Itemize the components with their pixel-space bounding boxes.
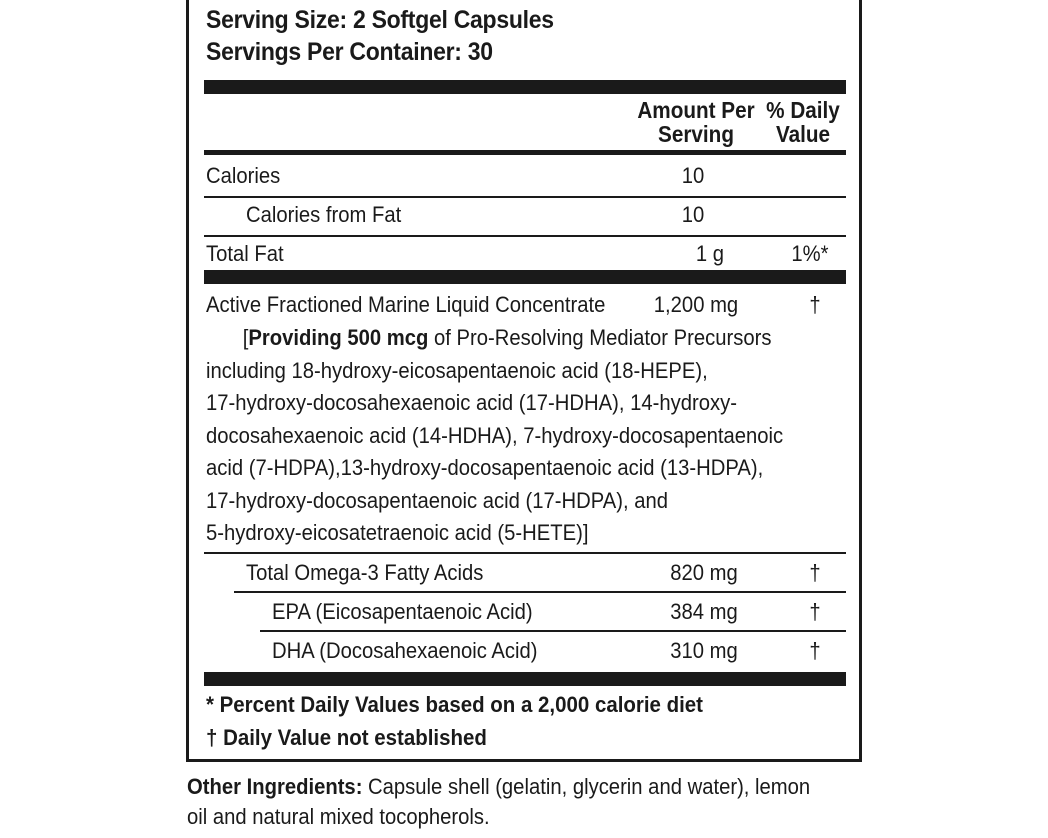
amount-header-line1: Amount Per (637, 97, 755, 123)
row-marine-dv: † (809, 292, 821, 317)
row-epa-name: EPA (Eicosapentaenoic Acid) (272, 599, 533, 624)
amount-header-line2: Serving (658, 121, 734, 147)
providing-line: including 18-hydroxy-eicosapentaenoic acid (18-HEPE), (206, 357, 708, 383)
providing-line: acid (7-HDPA),13-hydroxy-docosapentaenoic acid (13-HDPA), (206, 455, 764, 480)
dv-header-line2: Value (775, 121, 831, 147)
row-calories-amount: 10 (681, 163, 705, 188)
other-ingredients-text: Capsule shell (gelatin, glycerin and water), lemon (362, 774, 811, 799)
row-marine-amount: 1,200 mg (653, 292, 739, 317)
providing-line-first (206, 322, 776, 355)
other-ingredients (187, 772, 810, 832)
header-divider (204, 150, 846, 155)
open-bracket: [ (242, 325, 249, 350)
footnote-dagger: † Daily Value not established (206, 725, 487, 750)
row-omega3-name: Total Omega-3 Fatty Acids (246, 560, 484, 585)
providing-line: 5-hydroxy-eicosatetraenoic acid (5-HETE)] (206, 520, 589, 545)
serving-size: Serving Size: 2 Softgel Capsules (206, 6, 554, 34)
thick-divider-top (204, 80, 846, 94)
row-calories-fat-amount: 10 (681, 202, 705, 227)
row-divider (204, 196, 846, 198)
other-ingredients-line: oil and natural mixed tocopherols. (187, 804, 490, 829)
providing-description (206, 322, 784, 550)
amount-per-serving-header (633, 98, 759, 146)
other-ingredients-label: Other Ingredients: (187, 774, 363, 799)
providing-line: 17-hydroxy-docosapentaenoic acid (17-HDPA), and (206, 487, 669, 513)
row-dha-dv: † (809, 638, 821, 663)
providing-line: docosahexaenoic acid (14-HDHA), 7-hydroxy-docosapentaenoic (206, 422, 784, 448)
servings-per-container: Servings Per Container: 30 (206, 38, 493, 66)
row-marine-name: Active Fractioned Marine Liquid Concentrate (206, 292, 606, 317)
row-calories-name: Calories (206, 163, 281, 188)
row-epa-dv: † (809, 599, 821, 624)
row-total-fat-amount: 1 g (695, 241, 725, 266)
row-divider (260, 630, 846, 632)
row-divider (204, 552, 846, 554)
row-omega3-dv: † (809, 560, 821, 585)
row-calories-fat-name: Calories from Fat (246, 202, 402, 227)
row-total-fat-dv: 1%* (791, 241, 829, 266)
daily-value-header (763, 98, 844, 146)
footnote-percent-daily-value: * Percent Daily Values based on a 2,000 calorie diet (206, 692, 703, 717)
row-divider (234, 591, 846, 593)
row-epa-amount: 384 mg (670, 599, 738, 624)
row-dha-name: DHA (Docosahexaenoic Acid) (272, 638, 538, 663)
thick-divider-bottom (204, 672, 846, 686)
dv-header-line1: % Daily (766, 97, 840, 123)
providing-amount: Providing 500 mcg (248, 325, 429, 350)
row-total-fat-name: Total Fat (206, 241, 284, 266)
row-dha-amount: 310 mg (670, 638, 738, 663)
other-ingredients-line (187, 772, 810, 802)
providing-rest: of Pro-Resolving Mediator Precursors (428, 325, 772, 350)
row-omega3-amount: 820 mg (670, 560, 738, 585)
row-divider (204, 235, 846, 237)
providing-line: 17-hydroxy-docosahexaenoic acid (17-HDHA), 14-hydroxy- (206, 390, 737, 415)
thick-divider-middle (204, 270, 846, 284)
